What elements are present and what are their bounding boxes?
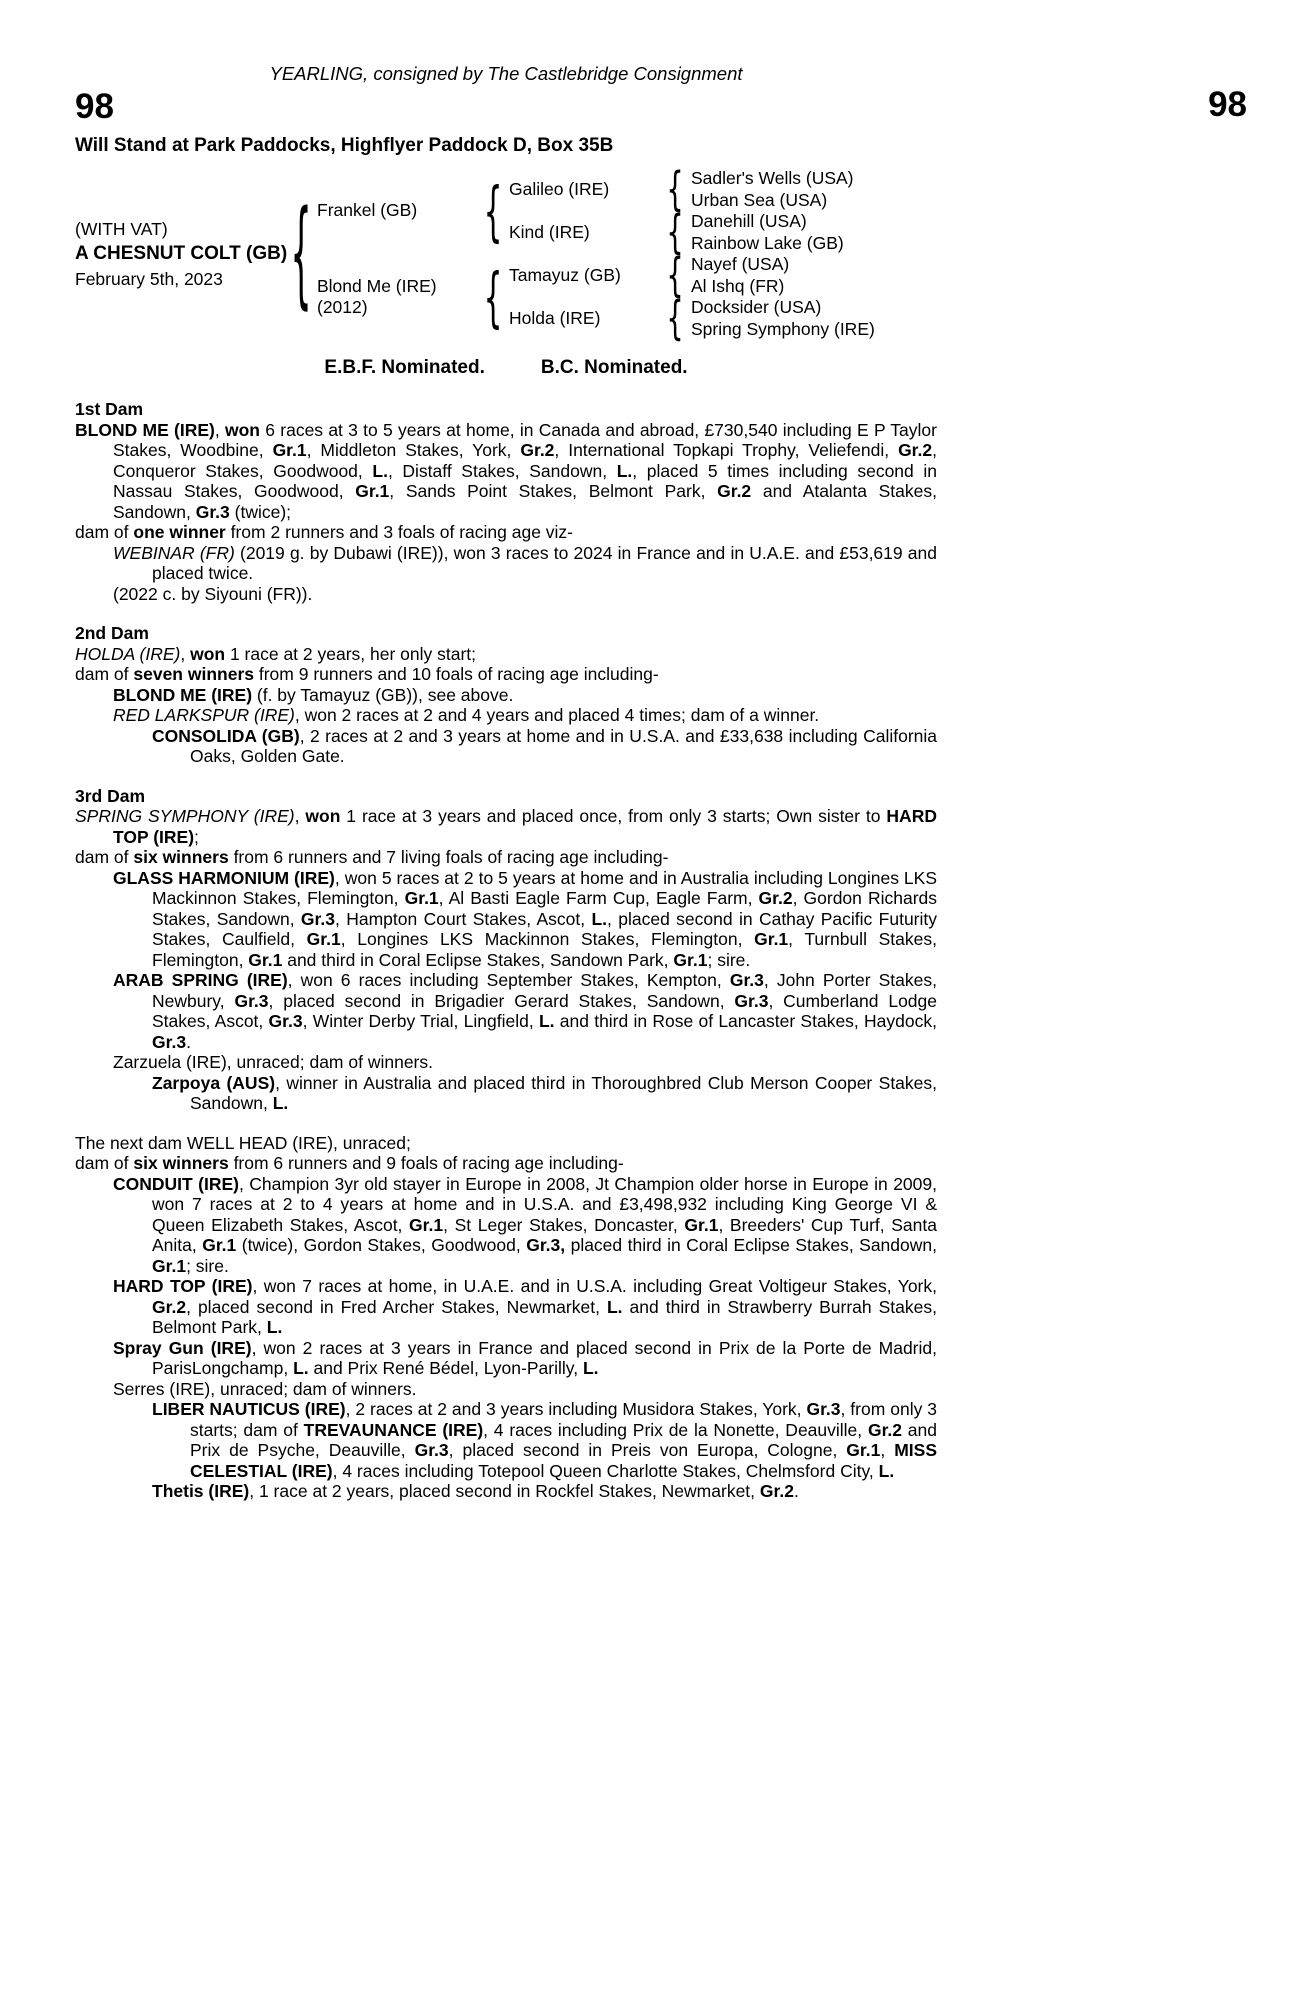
dam-heading: 1st Dam [75,399,144,419]
catalogue-paragraph: CONSOLIDA (GB), 2 races at 2 and 3 years at home and in U.S.A. and £33,638 including California Oaks, Golden Gate. [152,725,937,766]
catalogue-paragraph: ARAB SPRING (IRE), won 6 races including September Stakes, Kempton, Gr.3, John Porter Stakes, Newbury, Gr.3, placed second in Brigadier Gerard Stakes, Sandown, Gr.3, Cumberland Lodge Stakes, Ascot, Gr.3, Winter Derby Trial, Lingfield, L. and third in Rose of Lancaster Stakes, Haydock, Gr.3. [113,970,937,1052]
dam-heading: 3rd Dam [75,785,146,806]
catalogue-paragraph: dam of one winner from 2 runners and 3 foals of racing age viz- [75,522,574,542]
catalogue-paragraph: WEBINAR (FR) (2019 g. by Dubawi (IRE)), won 3 races to 2024 in France and in U.A.E. and £53,619 and placed twice. [113,542,937,583]
sire-cell [317,200,483,222]
great-granddam-name: Rainbow Lake (GB) [691,232,844,253]
catalogue-paragraph: Serres (IRE), unraced; dam of winners. [113,1378,417,1399]
dam-sire-name: Tamayuz (GB) [509,264,621,285]
catalogue-paragraph: dam of six winners from 6 runners and 7 living foals of racing age including- [75,847,669,867]
dam-year: (2012) [317,297,368,317]
nominations-line [75,356,937,380]
catalogue-paragraph: HOLDA (IRE), won 1 race at 2 years, her only start; [75,643,477,664]
dam-dam-branch [509,291,875,346]
catalogue-paragraph: Spray Gun (IRE), won 2 races at 3 years in France and placed second in Prix de la Porte de Madrid, ParisLongchamp, L. and Prix René Bédel, Lyon-Parilly, L. [113,1337,937,1378]
ebf-nomination: E.B.F. Nominated. [324,357,485,378]
great-grandsire-name: Docksider (USA) [691,297,822,317]
great-granddam-name: Al Ishq (FR) [691,275,785,296]
bc-nomination: B.C. Nominated. [540,357,688,378]
great-granddam-name: Urban Sea (USA) [691,189,828,210]
lot-number-left: 98 [75,87,114,126]
sire-dam-name: Kind (IRE) [509,221,590,242]
catalogue-paragraph: (2022 c. by Siyouni (FR)). [113,583,313,604]
pedigree-brace: { [666,205,684,260]
great-grandsire-name: Nayef (USA) [691,254,790,274]
pedigree-tree [317,162,875,346]
sire-sire-name: Galileo (IRE) [509,178,610,199]
dam-section [75,399,937,604]
dam-heading: 2nd Dam [75,623,149,643]
pedigree-info [75,218,291,290]
pedigree-brace: { [666,162,684,217]
sire-name: Frankel (GB) [317,200,418,221]
catalogue-paragraph: CONDUIT (IRE), Champion 3yr old stayer in Europe in 2008, Jt Champion older horse in Europe in 2009, won 7 races at 2 to 4 years at home and in U.S.A. and £3,498,932 including King George VI & Queen Elizabeth Stakes, Ascot, Gr.1, St Leger Stakes, Doncaster, Gr.1, Breeders' Cup Turf, Santa Anita, Gr.1 (twice), Gordon Stakes, Goodwood, Gr.3, placed third in Coral Eclipse Stakes, Sandown, Gr.1; sire. [113,1173,937,1276]
vat-note: (WITH VAT) [75,219,168,239]
sire-sire-branch [509,162,854,217]
dam-sire-branch [509,248,875,303]
catalogue-paragraph: HARD TOP (IRE), won 7 races at home, in U.A.E. and in U.S.A. including Great Voltigeur Stakes, York, Gr.2, placed second in Fred Archer Stakes, Newmarket, L. and third in Strawberry Burrah Stakes, Belmont Park, L. [113,1276,937,1337]
catalogue-paragraph: dam of seven winners from 9 runners and 10 foals of racing age including- [75,664,659,684]
catalogue-paragraph: BLOND ME (IRE) (f. by Tamayuz (GB)), see above. [113,684,514,705]
pedigree-brace: { [483,259,503,335]
catalogue-paragraph: RED LARKSPUR (IRE), won 2 races at 2 and 4 years and placed 4 times; dam of a winner. [113,705,820,725]
pedigree-brace: { [666,291,684,346]
pedigree-brace: { [290,185,312,320]
dam-section [75,623,937,767]
catalogue-paragraph: Zarzuela (IRE), unraced; dam of winners. [113,1052,433,1072]
catalogue-paragraph: dam of six winners from 6 runners and 9 foals of racing age including- [75,1153,624,1173]
sire-branch [317,162,875,260]
stand-location-line: Will Stand at Park Paddocks, Highflyer Paddock D, Box 35B [75,135,614,156]
great-grandsire-name: Sadler's Wells (USA) [691,168,854,188]
catalogue-paragraph: SPRING SYMPHONY (IRE), won 1 race at 3 years and placed once, from only 3 starts; Own sister to HARD TOP (IRE); [75,806,937,847]
dam-name: Blond Me (IRE) [317,275,437,296]
sire-dam-branch [509,205,854,260]
pedigree-brace: { [666,248,684,303]
dam-branch [317,248,875,346]
pedigree-table [75,162,937,346]
catalogue-paragraph: BLOND ME (IRE), won 6 races at 3 to 5 years at home, in Canada and abroad, £730,540 including E P Taylor Stakes, Woodbine, Gr.1, Middleton Stakes, York, Gr.2, International Topkapi Trophy, Veliefendi, Gr.2, Conqueror Stakes, Goodwood, L., Distaff Stakes, Sandown, L., placed 5 times including second in Nassau Stakes, Goodwood, Gr.1, Sands Point Stakes, Belmont Park, Gr.2 and Atalanta Stakes, Sandown, Gr.3 (twice); [75,419,937,522]
great-grandsire-name: Danehill (USA) [691,211,807,231]
horse-name: A CHESNUT COLT (GB) [75,243,288,264]
dam-section [75,1133,937,1502]
consignment-line: YEARLING, consigned by The Castlebridge Consignment [269,63,743,84]
dam-section [75,786,937,1114]
catalogue-paragraph: Thetis (IRE), 1 race at 2 years, placed second in Rockfel Stakes, Newmarket, Gr.2. [152,1481,799,1501]
catalogue-body [75,399,937,1502]
catalogue-paragraph: LIBER NAUTICUS (IRE), 2 races at 2 and 3 years including Musidora Stakes, York, Gr.3, from only 3 starts; dam of TREVAUNANCE (IRE), 4 races including Prix de la Nonette, Deauville, Gr.2 and Prix de Psyche, Deauville, Gr.3, placed second in Preis von Europa, Cologne, Gr.1, MISS CELESTIAL (IRE), 4 races including Totepool Queen Charlotte Stakes, Chelmsford City, L. [152,1399,938,1481]
pedigree-brace: { [483,173,503,249]
dam-dam-name: Holda (IRE) [509,307,601,328]
dam-cell [317,276,483,319]
foal-date: February 5th, 2023 [75,269,223,289]
content-column [75,62,937,1502]
catalogue-paragraph: The next dam WELL HEAD (IRE), unraced; [75,1132,411,1153]
catalogue-paragraph: GLASS HARMONIUM (IRE), won 5 races at 2 to 5 years at home and in Australia including Longines LKS Mackinnon Stakes, Flemington, Gr.1, Al Basti Eagle Farm Cup, Eagle Farm, Gr.2, Gordon Richards Stakes, Sandown, Gr.3, Hampton Court Stakes, Ascot, L., placed second in Cathay Pacific Futurity Stakes, Caulfield, Gr.1, Longines LKS Mackinnon Stakes, Flemington, Gr.1, Turnbull Stakes, Flemington, Gr.1 and third in Coral Eclipse Stakes, Sandown Park, Gr.1; sire. [113,867,937,970]
catalogue-paragraph: Zarpoya (AUS), winner in Australia and placed third in Thoroughbred Club Merson Cooper Stakes, Sandown, L. [152,1072,938,1113]
lot-number-right: 98 [1208,85,1247,124]
great-granddam-name: Spring Symphony (IRE) [691,318,875,339]
